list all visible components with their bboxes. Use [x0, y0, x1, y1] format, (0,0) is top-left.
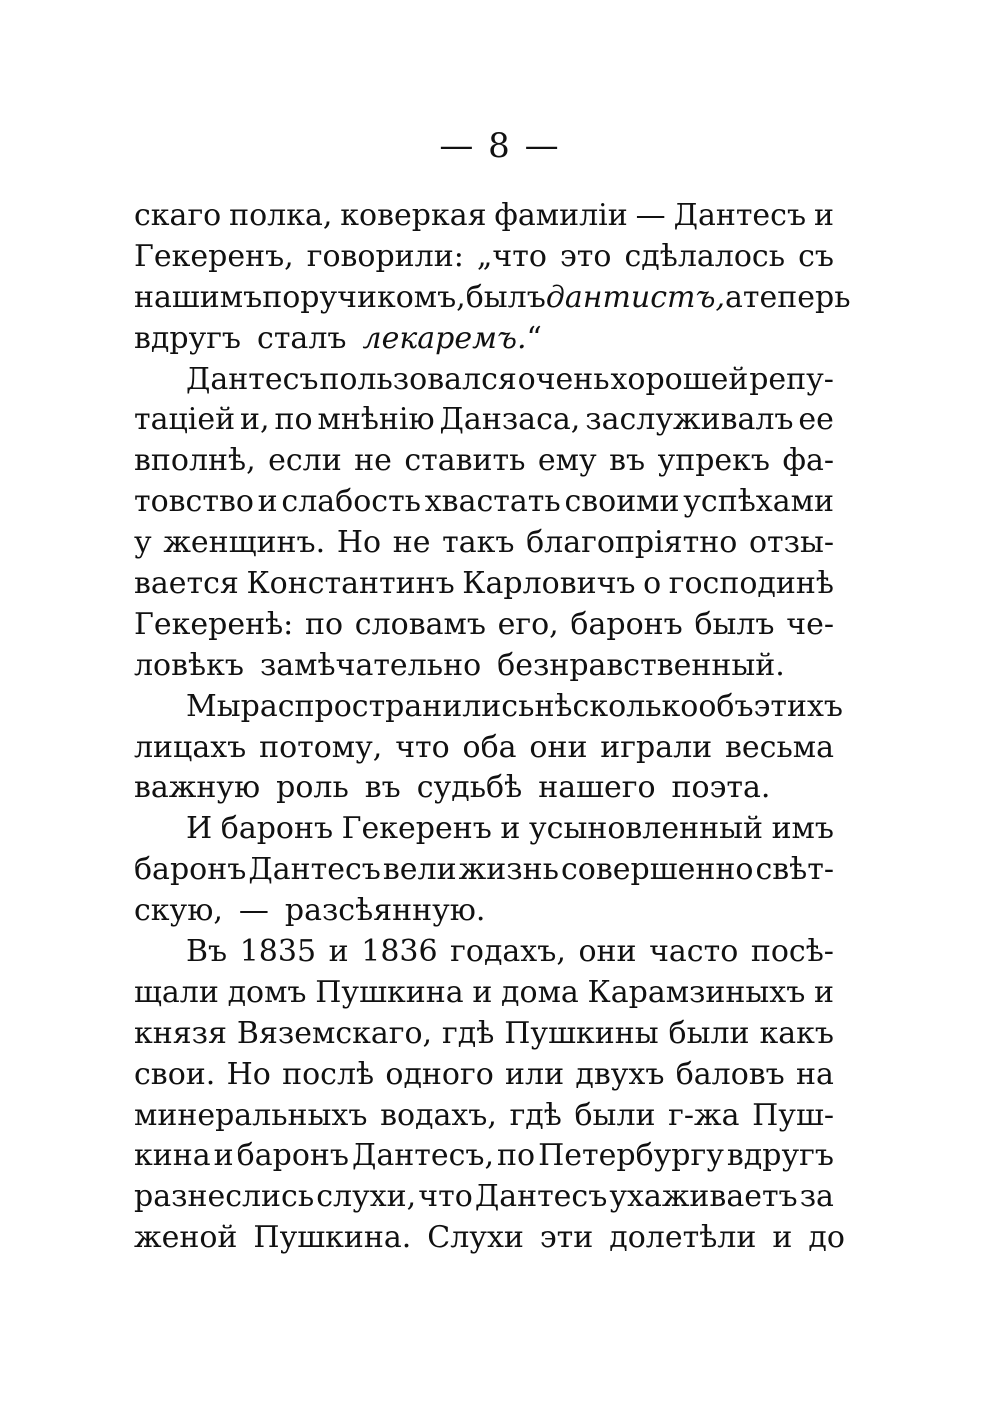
word: 1835: [239, 934, 317, 970]
word: нѣсколько: [534, 688, 699, 724]
word: ухаживаетъ: [609, 1179, 798, 1215]
word: и: [328, 934, 349, 970]
word: по: [305, 606, 344, 642]
word: вается: [134, 566, 239, 602]
word: Петербургу: [538, 1138, 724, 1174]
word: хорошей: [610, 361, 749, 397]
word: Дантесъ: [474, 1179, 608, 1215]
word: домъ: [227, 974, 307, 1010]
word: Пушкины: [504, 1015, 659, 1051]
word: были: [574, 1097, 656, 1133]
word: Но: [226, 1056, 271, 1092]
word: поэта.: [671, 770, 771, 806]
word: баронъ: [134, 852, 247, 888]
word: Дантесъ: [186, 361, 319, 397]
word: таціей: [134, 402, 236, 438]
word: что: [395, 729, 450, 765]
text-line: [134, 441, 834, 482]
word: Дантесъ: [248, 852, 381, 888]
word: двухъ: [575, 1056, 665, 1092]
word: ловѣкъ: [134, 647, 244, 683]
word: и: [772, 1220, 793, 1256]
paragraph: [134, 360, 834, 687]
word: репу-: [749, 361, 834, 397]
word: эти: [539, 1220, 594, 1256]
word: слухи,: [316, 1179, 417, 1215]
word: по: [274, 402, 313, 438]
word: женщинъ.: [163, 525, 326, 561]
text-line: [134, 768, 834, 809]
word: нашего: [538, 770, 656, 806]
word: это: [559, 238, 612, 274]
word: князя: [134, 1015, 227, 1051]
word: гдѣ: [442, 1015, 495, 1051]
text-line: [134, 850, 834, 891]
text-line: [134, 1096, 834, 1137]
word: Пуш-: [752, 1097, 834, 1133]
text-line: [134, 523, 834, 564]
word: такъ: [442, 525, 515, 561]
text-line: [134, 891, 834, 932]
word: распространились: [240, 688, 535, 724]
word: они: [578, 934, 637, 970]
word: весьма: [725, 729, 834, 765]
word: ее: [798, 402, 834, 438]
word: Гекеренъ: [341, 811, 492, 847]
word: разсѣянную.: [284, 893, 486, 929]
word: баронъ: [220, 811, 334, 847]
word: баловъ: [675, 1056, 785, 1092]
word: и: [814, 974, 834, 1010]
word: судьбѣ: [416, 770, 523, 806]
word: лицахъ: [134, 729, 247, 765]
text-line: [134, 564, 834, 605]
word: играли: [600, 729, 713, 765]
word: скаго: [134, 198, 222, 233]
text-line: [134, 728, 834, 769]
word: Но: [336, 525, 382, 561]
word: а: [725, 279, 743, 315]
word: или: [505, 1056, 565, 1092]
word: водахъ,: [380, 1097, 497, 1133]
word: они: [529, 729, 588, 765]
word: словамъ: [354, 606, 486, 642]
word: поручикомъ,: [262, 279, 466, 315]
word: въ: [364, 770, 401, 806]
word: заслуживалъ: [585, 402, 794, 438]
word: Карловичъ: [462, 566, 636, 602]
word: его,: [497, 606, 559, 642]
text-line: [134, 1055, 834, 1096]
word: фа-: [782, 443, 834, 479]
word: до: [808, 1220, 845, 1256]
page-number: — 8 —: [439, 126, 561, 166]
text-line: [134, 1177, 834, 1218]
word: сталъ: [257, 320, 347, 356]
word: своими: [564, 484, 680, 520]
word: упрекъ: [657, 443, 771, 479]
word: былъ: [465, 279, 546, 315]
word: че-: [786, 606, 834, 642]
word: вдругъ: [726, 1138, 834, 1174]
word: Пушкина.: [253, 1220, 412, 1256]
word: вели: [382, 852, 457, 888]
word: былъ: [694, 606, 775, 642]
word: фамиліи: [494, 198, 628, 233]
text-line: [134, 1014, 834, 1055]
word: и: [257, 484, 278, 520]
word: дома: [501, 974, 579, 1010]
word: хвастать: [424, 484, 561, 520]
text-line: [134, 1218, 845, 1259]
word: не: [392, 525, 431, 561]
word: и: [472, 974, 493, 1010]
text-line: [134, 932, 834, 973]
text-line: [134, 237, 834, 278]
word: товство: [134, 484, 254, 520]
text-line: [134, 809, 834, 850]
word: жизнь: [458, 852, 559, 888]
word: потому,: [259, 729, 383, 765]
word: годахъ,: [450, 934, 566, 970]
word: Гекеренѣ:: [134, 606, 294, 642]
word: Гекеренъ,: [134, 238, 294, 274]
word: вдругъ: [134, 320, 242, 356]
text-line: [134, 1136, 834, 1177]
word: благопріятно: [526, 525, 738, 561]
word: щали: [134, 974, 219, 1010]
word: имъ: [771, 811, 834, 847]
word: гдѣ: [509, 1097, 562, 1133]
word: о: [643, 566, 662, 602]
word: долетѣли: [609, 1220, 757, 1256]
word: этихъ: [753, 688, 843, 724]
word: коверкая: [340, 198, 487, 233]
word: въ: [609, 443, 646, 479]
word: скую,: [134, 893, 223, 929]
word: усыновленный: [529, 811, 763, 847]
text-line: [134, 278, 851, 319]
paragraph: [134, 196, 851, 360]
word: у: [134, 525, 152, 561]
word: г-жа: [668, 1097, 740, 1133]
word: Вяземскаго,: [236, 1015, 433, 1051]
word: „что: [476, 238, 547, 274]
word: —: [635, 198, 666, 233]
word: какъ: [759, 1015, 834, 1051]
word: и: [213, 1138, 234, 1174]
text-line: [134, 319, 834, 360]
word: одного: [385, 1056, 494, 1092]
word: замѣчательно: [259, 647, 482, 683]
word: Пушкина: [315, 974, 464, 1010]
word: и: [813, 198, 834, 233]
word: свои.: [134, 1056, 216, 1092]
word: объ: [698, 688, 754, 724]
word: нашимъ: [134, 279, 263, 315]
word: полка,: [229, 198, 333, 233]
text-line: [134, 605, 834, 646]
word: роль: [276, 770, 349, 806]
word: Карамзиныхъ: [587, 974, 806, 1010]
text-line: [134, 646, 834, 687]
word: вполнѣ,: [134, 443, 256, 479]
word: ему: [537, 443, 597, 479]
text-line: [134, 482, 834, 523]
word: лекаремъ.“: [362, 320, 542, 356]
word: сдѣлалось: [624, 238, 786, 274]
word: за: [799, 1179, 834, 1215]
word: важную: [134, 770, 261, 806]
word: часто: [649, 934, 739, 970]
word: Мы: [186, 688, 241, 724]
word: —: [238, 893, 269, 929]
word: баронъ: [570, 606, 683, 642]
word: Въ: [186, 934, 228, 970]
paragraph: [134, 687, 843, 810]
word: теперь: [742, 279, 851, 315]
word: послѣ: [282, 1056, 375, 1092]
word: были: [668, 1015, 750, 1051]
word: мнѣнію: [317, 402, 435, 438]
body-text: [134, 196, 851, 1259]
paragraph: [134, 809, 834, 932]
word: посѣ-: [750, 934, 834, 970]
word: разнеслись: [134, 1179, 315, 1215]
word: 1836: [361, 934, 438, 970]
word: ставить: [404, 443, 526, 479]
text-line: [134, 687, 843, 728]
word: очень: [517, 361, 610, 397]
word: не: [354, 443, 392, 479]
word: говорили:: [306, 238, 464, 274]
word: совершенно: [561, 852, 754, 888]
word: дантистъ,: [545, 279, 726, 315]
word: свѣт-: [755, 852, 834, 888]
word: пользовался: [319, 361, 517, 397]
word: слабость: [281, 484, 422, 520]
word: и,: [240, 402, 270, 438]
word: Слухи: [427, 1220, 524, 1256]
word: что: [418, 1179, 473, 1215]
word: женой: [134, 1220, 238, 1256]
word: Дантесъ,: [351, 1138, 495, 1174]
word: Константинъ: [246, 566, 455, 602]
word: оба: [462, 729, 517, 765]
text-line: [134, 196, 834, 237]
word: по: [497, 1138, 536, 1174]
word: баронъ: [236, 1138, 349, 1174]
text-line: [134, 360, 834, 401]
word: кина: [134, 1138, 211, 1174]
word: Данзаса,: [439, 402, 581, 438]
word: если: [268, 443, 342, 479]
text-line: [134, 400, 834, 441]
word: и: [500, 811, 521, 847]
word: Дантесъ: [673, 198, 807, 233]
word: отзы-: [748, 525, 834, 561]
word: безнравственный.: [497, 647, 785, 683]
word: минеральныхъ: [134, 1097, 368, 1133]
text-line: [134, 973, 834, 1014]
word: господинѣ: [668, 566, 834, 602]
word: съ: [798, 238, 834, 274]
word: на: [796, 1056, 834, 1092]
paragraph: [134, 932, 845, 1259]
word: И: [186, 811, 213, 847]
word: успѣхами: [683, 484, 834, 520]
